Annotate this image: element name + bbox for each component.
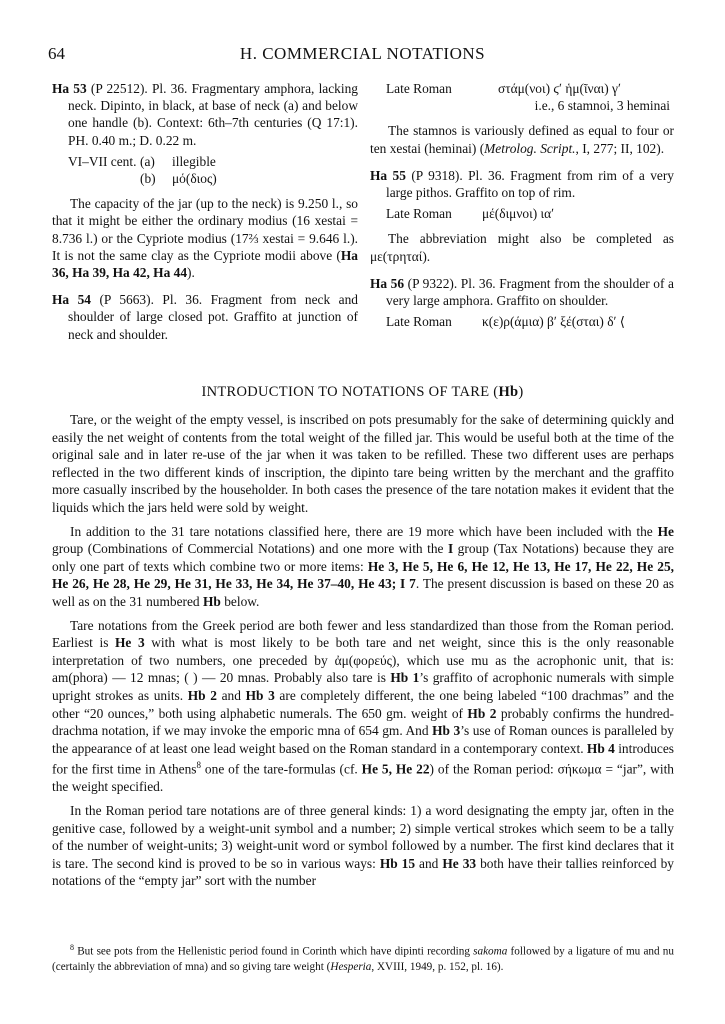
- footnote: $^8$ But see pots from the Hellenistic period found in Corinth which have dipinti recording sakoma followed by a ligature of mu and nu (certainly the abbreviation of mna) and so giving tare weight (Hesperia, XVIII, 1949, p. 152, pl. 16).: [52, 943, 674, 973]
- reading-value: κ(ε)ρ(άμια) βʹ ξέ(σται) δʹ ⟨: [482, 314, 626, 330]
- ha53-comment: The capacity of the jar (up to the neck) is 9.250 l., so that it might be either the ordinary modius (16 xestai = 8.736 l.) or the Cypriote modius (17⅔ xestai = 9.646 l.). It is not the same clay as the Cypriote modii above (Ha 36, Ha 39, Ha 42, Ha 44).: [52, 196, 358, 281]
- entry-id: Ha 54: [52, 292, 91, 308]
- reading-date: Late Roman: [386, 206, 452, 222]
- ha53-continued: [386, 80, 674, 114]
- ha55-comment: The abbreviation might also be completed as με(τρηταί).: [370, 231, 674, 264]
- left-column: [52, 80, 358, 353]
- reading-date: VI–VII cent.: [68, 153, 137, 169]
- page-number: 64: [48, 44, 65, 63]
- reading-row: [386, 205, 674, 222]
- right-column: [370, 80, 674, 330]
- entry-text: (P 9318). Pl. 36. Fragment from rim of a very large pithos. Graffito on top of rim.: [386, 167, 674, 201]
- reading-date: Late Roman: [386, 81, 452, 96]
- entry-id: Ha 55: [370, 167, 406, 183]
- reading-value: illegible: [172, 153, 216, 169]
- stamnos-comment: The stamnos is variously defined as equal to four or ten xestai (heminai) (Metrolog. Script., I, 277; II, 102).: [370, 123, 674, 156]
- paragraph: Tare, or the weight of the empty vessel, is inscribed on pots presumably for the sake of determining quickly and easily the net weight of contents from the total weight of the filled jar. This would be useful both at the time of the original sale and in later re-use of the jar when it was taken to be refilled. These two different uses are perhaps reflected in the two different kinds of inscription, the dipinto tare being written by the merchant and the graffito more casually inscribed by the householder. In both cases the presence of the tare notation makes it evident that the liquids which the jars held were sold by weight.: [52, 412, 674, 515]
- entry-ha56: [370, 275, 674, 309]
- section-heading: INTRODUCTION TO NOTATIONS OF TARE (Hb): [201, 384, 524, 400]
- entry-text: (P 9322). Pl. 36. Fragment from the shoulder of a very large amphora. Graffito on shoulder.: [386, 275, 674, 309]
- running-header: [48, 44, 677, 66]
- reading-value: μό(διος): [172, 171, 217, 187]
- reading-label: (a): [140, 153, 155, 169]
- entry-text: (P 22512). Pl. 36. Fragmentary amphora, lacking neck. Dipinto, in black, at base of neck (a) and below one handle (b). Context: 6th–7th centuries (Q 17:1). PH. 0.40 m.; D. 0.22 m.: [68, 81, 358, 148]
- reading-row: [386, 80, 674, 97]
- reading-gloss: i.e., 6 stamnoi, 3 heminai: [534, 98, 670, 114]
- reading-value: στάμ(νοι) ϛʹ ἡμ(ῖναι) γʹ: [498, 81, 621, 96]
- reading-row: [68, 170, 358, 187]
- footnote-ref[interactable]: 8: [196, 760, 202, 771]
- ha53-readings: [68, 153, 358, 187]
- reading-label: (b): [140, 171, 156, 187]
- entry-id: Ha 56: [370, 275, 405, 291]
- paragraph: In addition to the 31 tare notations classified here, there are 19 more which have been included with the He group (Combinations of Commercial Notations) and one more with the I group (Tax Notations) because they are only one part of texts which combine two or more items: He 3, He 5, He 6, He 12, He 13, He 17, He 22, He 25, He 26, He 28, He 29, He 31, He 33, He 34, He 37–40, He 43; I 7. The present discussion is based on these 20 as well as on the 31 numbered Hb below.: [52, 523, 674, 609]
- paragraph: Tare notations from the Greek period are both fewer and less standardized than those from the Roman period. Earliest is He 3 with what is most likely to be both tare and net weight, since this is the only reasonable interpretation of two numbers, one preceded by ἀμ(φορεύς), which use mu as the acrophonic unit, that is: am(phora) — 12 mnas; ( ) — 20 mnas. Probably also tare is Hb 1’s graffito of acrophonic numerals with simple upright strokes as units. Hb 2 and Hb 3 are completely different, the one being labeled “100 drachmas” and the other “20 ounces,” both using alphabetic numerals. The 650 gm. weight of Hb 2 probably confirms the hundred-drachma notation, if we may invoke the emporic mna of 654 gm. And Hb 3’s use of Roman ounces is paralleled by the appearance of at least one lead weight based on the Roman standard in a contemporary context. Hb 4 introduces for the first time in Athens$^8$ one of the tare-formulas (cf. He 5, He 22) of the Roman period: σήκωμα = “jar”, with the weight specified.: [52, 617, 675, 795]
- chapter-title: H. COMMERCIAL NOTATIONS: [239, 44, 486, 63]
- entry-id: Ha 53: [52, 81, 87, 96]
- entry-ha54: [52, 291, 358, 343]
- reading-row: [386, 313, 674, 330]
- intro-body: [52, 411, 674, 896]
- entry-ha55: [370, 167, 674, 201]
- footnote-marker: 8: [70, 943, 74, 952]
- paragraph: In the Roman period tare notations are of three general kinds: 1) a word designating the empty jar, often in the genitive case, followed by a weight-unit symbol and a number; 2) simple vertical strokes which seem to be a tally of the number of weight-units; 3) weight-unit word or symbol followed by a number. The first kind declares that it is tare. The second kind is proved to be so in various ways: Hb 15 and He 33 both have their tallies reinforced by notations of the “empty jar” sort with the number: [52, 802, 674, 889]
- entry-ha53: [52, 80, 358, 149]
- reading-row: [68, 153, 358, 170]
- entry-text: (P 5663). Pl. 36. Fragment from neck and shoulder of large closed pot. Graffito at junction of neck and shoulder.: [68, 292, 358, 342]
- reading-date: Late Roman: [386, 314, 452, 330]
- reading-value: μέ(διμνοι) ιαʹ: [482, 206, 555, 222]
